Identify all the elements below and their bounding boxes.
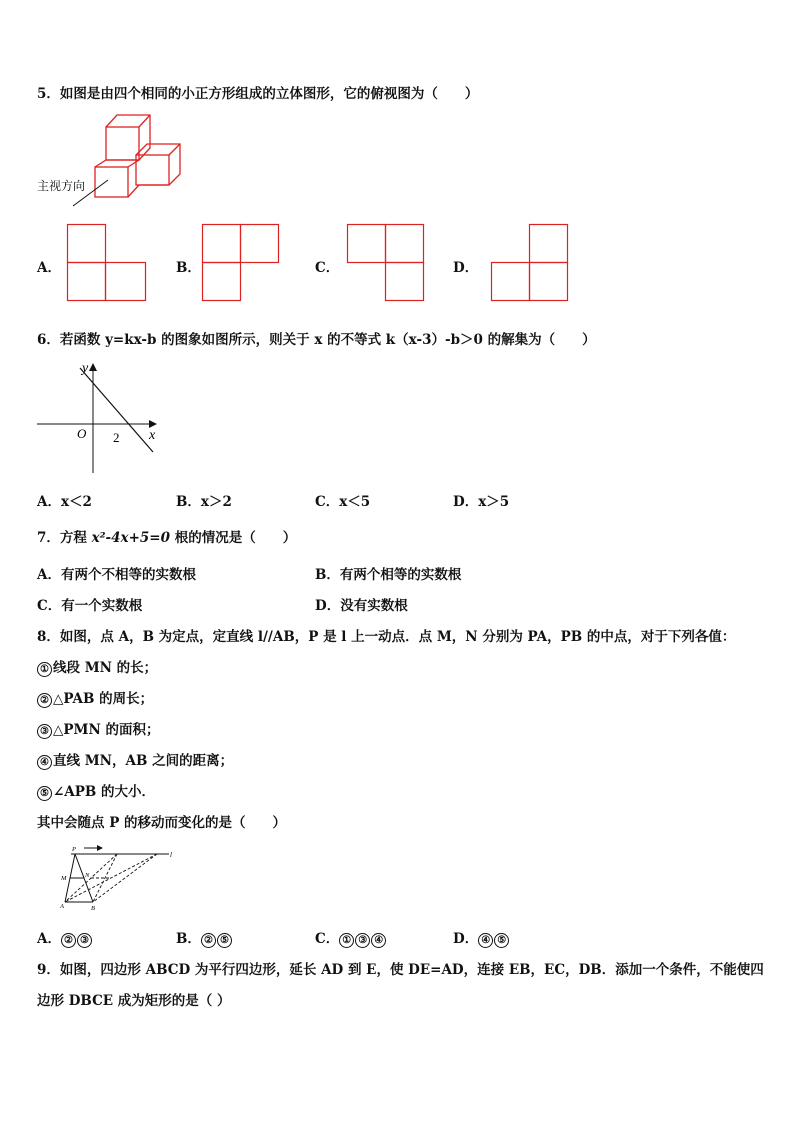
q7-equation: x²-4x+5=0 <box>91 530 171 546</box>
q9-stem-line-2: 边形 DBCE 成为矩形的是（ ） <box>37 993 231 1009</box>
q8-option-c-num-3: ④ <box>371 933 386 948</box>
q8-item-1-text: 线段 MN 的长； <box>53 660 158 676</box>
q8-item-2-text: △PAB 的周长； <box>53 691 154 707</box>
q8-option-a-num-1: ② <box>61 933 76 948</box>
tick-label-2: 2 <box>113 430 120 445</box>
q8-item-4-text: 直线 MN，AB 之间的距离； <box>53 753 234 769</box>
origin-label: O <box>77 426 87 441</box>
q7-option-d[interactable]: D．没有实数根 <box>315 598 408 614</box>
q6-option-c[interactable]: C．x＜5 <box>315 494 371 510</box>
y-axis-label: y <box>82 361 89 376</box>
q7-stem-suffix: 根的情况是（ ） <box>170 530 297 546</box>
q8-option-b[interactable] <box>176 927 233 948</box>
q5-option-a[interactable]: A． <box>37 260 61 276</box>
fig-label-l: l <box>170 851 172 859</box>
q8-option-d[interactable] <box>453 927 510 948</box>
q5-option-c[interactable]: C． <box>315 260 340 276</box>
q5-option-d[interactable]: D． <box>453 260 479 276</box>
fig-label-p: P <box>72 846 76 853</box>
fig-label-m: M <box>61 875 67 882</box>
q8-option-a[interactable] <box>37 927 93 948</box>
fig-label-n: N <box>85 872 90 879</box>
q7-stem <box>37 526 296 546</box>
q8-option-c-num-1: ① <box>339 933 354 948</box>
q5-option-c-figure <box>347 224 425 302</box>
q8-option-d-num-1: ④ <box>478 933 493 948</box>
q8-item-5-num: ⑤ <box>37 786 52 801</box>
q7-option-a[interactable]: A．有两个不相等的实数根 <box>37 567 196 583</box>
q8-option-d-num-2: ⑤ <box>494 933 509 948</box>
q8-stem: 8．如图，点 A，B 为定点，定直线 l//AB，P 是 l 上一动点．点 M，N 分别为 PA，PB 的中点，对于下列各值： <box>37 629 736 645</box>
q8-question: 其中会随点 P 的移动而变化的是（ ） <box>37 815 287 831</box>
q8-option-a-num-2: ③ <box>77 933 92 948</box>
q8-item-5 <box>37 780 155 801</box>
q5-option-b-figure <box>202 224 280 302</box>
q8-item-4-num: ④ <box>37 755 52 770</box>
q5-option-d-figure <box>491 224 569 302</box>
direction-label: 主视方向 <box>37 179 86 193</box>
x-axis-label: x <box>149 428 156 443</box>
q6-option-d[interactable]: D．x＞5 <box>453 494 510 510</box>
q5-stem: 5．如图是由四个相同的小正方形组成的立体图形，它的俯视图为（ ） <box>37 86 479 102</box>
q8-figure <box>57 842 177 912</box>
q8-item-3-num: ③ <box>37 724 52 739</box>
q8-option-c-num-2: ③ <box>355 933 370 948</box>
q7-option-c[interactable]: C．有一个实数根 <box>37 598 143 614</box>
q5-option-b[interactable]: B． <box>176 260 201 276</box>
q7-option-b[interactable]: B．有两个相等的实数根 <box>315 567 462 583</box>
q8-option-b-num-1: ② <box>201 933 216 948</box>
q8-item-1-num: ① <box>37 662 52 677</box>
q6-option-a[interactable]: A．x＜2 <box>37 494 92 510</box>
q8-option-d-letter: D． <box>453 931 479 947</box>
q8-item-2-num: ② <box>37 693 52 708</box>
q8-item-3 <box>37 718 160 739</box>
q6-graph <box>37 360 167 476</box>
q8-item-4 <box>37 749 233 770</box>
q6-option-b[interactable]: B．x＞2 <box>176 494 232 510</box>
q6-stem: 6．若函数 y=kx-b 的图象如图所示，则关于 x 的不等式 k（x-3）-b＞0 的解集为（ ） <box>37 332 596 348</box>
q8-option-c[interactable] <box>315 927 387 948</box>
q8-option-b-letter: B． <box>176 931 201 947</box>
fig-label-a: A <box>60 903 64 910</box>
q8-item-3-text: △PMN 的面积； <box>53 722 160 738</box>
q7-stem-prefix: 7．方程 <box>37 530 92 546</box>
q8-option-a-letter: A． <box>37 931 61 947</box>
q8-item-5-text: ∠APB 的大小． <box>53 784 156 800</box>
q9-stem-line-1: 9．如图，四边形 ABCD 为平行四边形，延长 AD 到 E，使 DE=AD，连接 EB，EC，DB．添加一个条件，不能使四 <box>37 962 764 978</box>
fig-label-b: B <box>91 905 95 912</box>
q8-item-2 <box>37 687 153 708</box>
q5-cube-figure <box>70 108 190 203</box>
q8-option-c-letter: C． <box>315 931 340 947</box>
q5-option-a-figure <box>67 224 147 302</box>
q8-option-b-num-2: ⑤ <box>217 933 232 948</box>
q8-item-1 <box>37 656 157 677</box>
